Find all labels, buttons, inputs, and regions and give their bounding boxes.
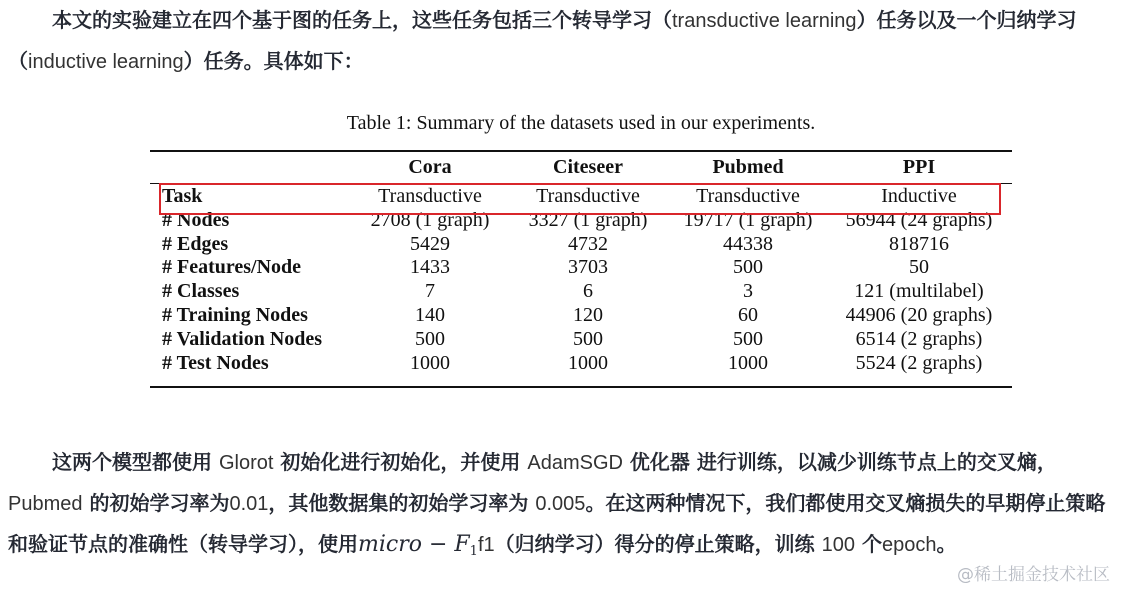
table-row-edges <box>150 233 1012 257</box>
dataset-table <box>150 152 1012 375</box>
table-cell: 1000 <box>568 351 608 374</box>
row-label: # Features/Node <box>162 256 302 279</box>
table-cell: 3 <box>743 280 753 303</box>
table-cell: Inductive <box>881 185 957 207</box>
watermark: @稀土掘金技术社区 <box>957 565 1110 585</box>
table-cell: 121 (multilabel) <box>854 280 984 303</box>
table-cell: 500 <box>733 256 763 279</box>
row-label: # Edges <box>162 232 229 255</box>
table-cell: Transductive <box>378 185 482 207</box>
text-run: （归纳学习）得分的停止策略，训练 <box>494 532 822 556</box>
text-run: 初始化进行初始化，并使用 <box>273 450 528 474</box>
intro-paragraph <box>8 0 1116 82</box>
term-pubmed: Pubmed <box>8 493 83 515</box>
table-cell: 2708 (1 graph) <box>370 208 490 231</box>
table-cell: Transductive <box>536 185 640 207</box>
term-adamsgd: AdamSGD <box>527 452 623 474</box>
value-lr-other: 0.005 <box>535 493 586 515</box>
table-row-training <box>150 304 1012 328</box>
table-cell: 500 <box>415 327 445 350</box>
dataset-table-figure <box>150 108 1012 393</box>
table-cell: 56944 (24 graphs) <box>845 208 993 231</box>
intro-text-1: 本文的实验建立在四个基于图的任务上，这些任务包括三个转导学习（ <box>52 8 672 32</box>
row-label: # Classes <box>162 280 240 303</box>
table-header-cell: Pubmed <box>712 155 784 178</box>
table-row-classes <box>150 280 1012 304</box>
row-label: # Training Nodes <box>162 303 308 326</box>
table-cell: 19717 (1 graph) <box>683 208 813 231</box>
row-label: # Test Nodes <box>162 351 269 374</box>
table-caption: Table 1: Summary of the datasets used in our experiments. <box>346 112 816 134</box>
text-run: 。在这两种情况下，我们都使用交叉熵损失的早期停止策略和验证节点的准确性（转导学习），使用 <box>8 491 1106 556</box>
table-header-cell: Citeseer <box>553 155 623 178</box>
table-cell: 7 <box>425 280 435 303</box>
table-cell: 4732 <box>568 232 608 255</box>
table-cell: 140 <box>415 303 445 326</box>
table-cell: 818716 <box>889 232 949 255</box>
table-cell: 500 <box>573 327 603 350</box>
table-cell: 6 <box>583 280 593 303</box>
text-run: 个 <box>854 532 882 556</box>
table-header-cell: PPI <box>902 155 936 178</box>
row-label: Task <box>162 185 203 207</box>
term-f1: f1 <box>477 534 495 556</box>
math-subscript: 1 <box>469 544 478 559</box>
table-bottom-rule <box>150 386 1012 388</box>
table-cell: Transductive <box>696 185 800 207</box>
text-run: 的初始学习率为 <box>82 491 230 515</box>
row-label: # Validation Nodes <box>162 327 323 350</box>
term-epoch: epoch <box>881 534 937 556</box>
term-glorot: Glorot <box>218 452 274 474</box>
table-cell: 1000 <box>728 351 768 374</box>
intro-text-3: ）任务。具体如下： <box>183 49 364 73</box>
table-cell: 500 <box>733 327 763 350</box>
table-cell: 5429 <box>410 232 450 255</box>
table-cell: 3703 <box>568 256 608 279</box>
training-paragraph <box>8 442 1116 572</box>
table-cell: 1000 <box>410 351 450 374</box>
table-cell: 5524 (2 graphs) <box>855 351 983 374</box>
text-run: ，其他数据集的初始学习率为 <box>268 491 536 515</box>
intro-term-inductive: inductive learning <box>28 51 184 73</box>
table-cell: 44906 (20 graphs) <box>845 303 993 326</box>
table-cell: 50 <box>909 256 929 279</box>
table-row-task <box>150 183 1012 209</box>
intro-term-transductive: transductive learning <box>672 10 857 32</box>
table-cell: 44338 <box>723 232 773 255</box>
table-row-test <box>150 352 1012 376</box>
value-epochs: 100 <box>821 534 855 556</box>
value-lr-pubmed: 0.01 <box>229 493 269 515</box>
table-header-cell: Cora <box>408 155 452 178</box>
math-micro-f1 <box>358 532 478 557</box>
table-cell: 60 <box>738 303 758 326</box>
table-cell: 6514 (2 graphs) <box>855 327 983 350</box>
table-header-row <box>150 152 1012 183</box>
table-cell: 1433 <box>410 256 450 279</box>
text-run: 这两个模型都使用 <box>52 450 219 474</box>
table-cell: 120 <box>573 303 603 326</box>
intro-text-2: ）任务以及一个归纳学习（ <box>8 8 1077 73</box>
text-run: 优化器 进行训练，以减少训练节点上的交叉熵， <box>622 450 1057 474</box>
row-label: # Nodes <box>162 208 230 231</box>
table-row-features <box>150 256 1012 280</box>
table-row-nodes <box>150 209 1012 233</box>
table-header-cell <box>150 152 354 183</box>
table-row-validation <box>150 328 1012 352</box>
math-expression: micro − F <box>358 532 470 557</box>
text-run: 。 <box>936 532 957 556</box>
table-cell: 3327 (1 graph) <box>528 208 648 231</box>
